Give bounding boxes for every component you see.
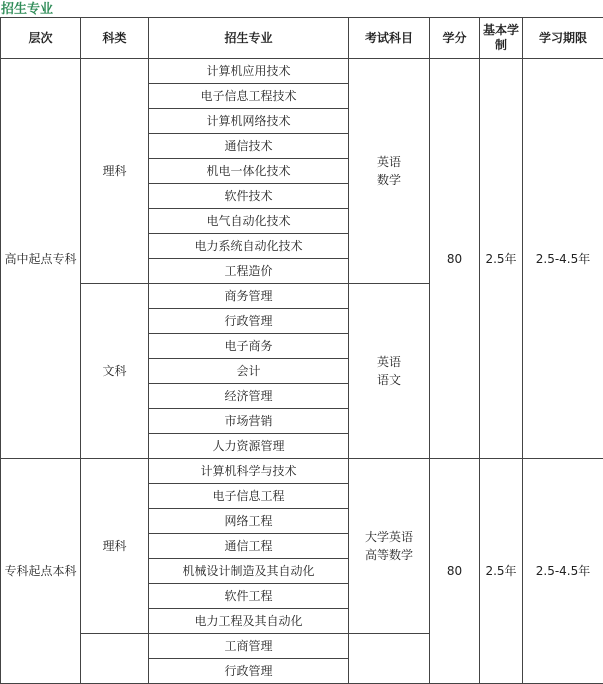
section-title: 招生专业	[1, 1, 53, 18]
majors-table	[0, 17, 603, 684]
major-cell: 电子商务	[149, 334, 349, 359]
major-cell: 通信技术	[149, 134, 349, 159]
major-cell: 通信工程	[149, 534, 349, 559]
major-cell: 电力系统自动化技术	[149, 234, 349, 259]
category-cell: 理科	[81, 459, 149, 634]
header-credits: 学分	[430, 18, 480, 59]
table-row	[1, 459, 603, 484]
major-cell: 行政管理	[149, 309, 349, 334]
exam-cell: 大学英语 高等数学	[349, 459, 430, 634]
major-cell: 软件工程	[149, 584, 349, 609]
header-major: 招生专业	[149, 18, 349, 59]
major-cell: 工程造价	[149, 259, 349, 284]
table-row	[1, 59, 603, 84]
duration-cell: 2.5年	[480, 459, 523, 684]
major-cell: 计算机网络技术	[149, 109, 349, 134]
major-cell: 电子信息工程	[149, 484, 349, 509]
level-cell: 专科起点本科	[1, 459, 81, 684]
major-cell: 市场营销	[149, 409, 349, 434]
major-cell: 电力工程及其自动化	[149, 609, 349, 634]
major-cell: 行政管理	[149, 659, 349, 684]
major-cell: 经济管理	[149, 384, 349, 409]
period-cell: 2.5-4.5年	[523, 459, 603, 684]
major-cell: 机电一体化技术	[149, 159, 349, 184]
major-cell: 商务管理	[149, 284, 349, 309]
credits-cell: 80	[430, 59, 480, 459]
major-cell: 会计	[149, 359, 349, 384]
exam-cell	[349, 634, 430, 684]
major-cell: 网络工程	[149, 509, 349, 534]
header-duration: 基本学制	[480, 18, 523, 59]
category-cell	[81, 634, 149, 684]
major-cell: 机械设计制造及其自动化	[149, 559, 349, 584]
category-cell: 文科	[81, 284, 149, 459]
major-cell: 电子信息工程技术	[149, 84, 349, 109]
header-exam: 考试科目	[349, 18, 430, 59]
exam-cell: 英语 数学	[349, 59, 430, 284]
header-row	[1, 18, 603, 59]
header-category: 科类	[81, 18, 149, 59]
duration-cell: 2.5年	[480, 59, 523, 459]
major-cell: 计算机科学与技术	[149, 459, 349, 484]
header-period: 学习期限	[523, 18, 603, 59]
header-level: 层次	[1, 18, 81, 59]
major-cell: 软件技术	[149, 184, 349, 209]
level-cell: 高中起点专科	[1, 59, 81, 459]
period-cell: 2.5-4.5年	[523, 59, 603, 459]
major-cell: 计算机应用技术	[149, 59, 349, 84]
major-cell: 电气自动化技术	[149, 209, 349, 234]
exam-cell: 英语 语文	[349, 284, 430, 459]
major-cell: 人力资源管理	[149, 434, 349, 459]
category-cell: 理科	[81, 59, 149, 284]
major-cell: 工商管理	[149, 634, 349, 659]
credits-cell: 80	[430, 459, 480, 684]
